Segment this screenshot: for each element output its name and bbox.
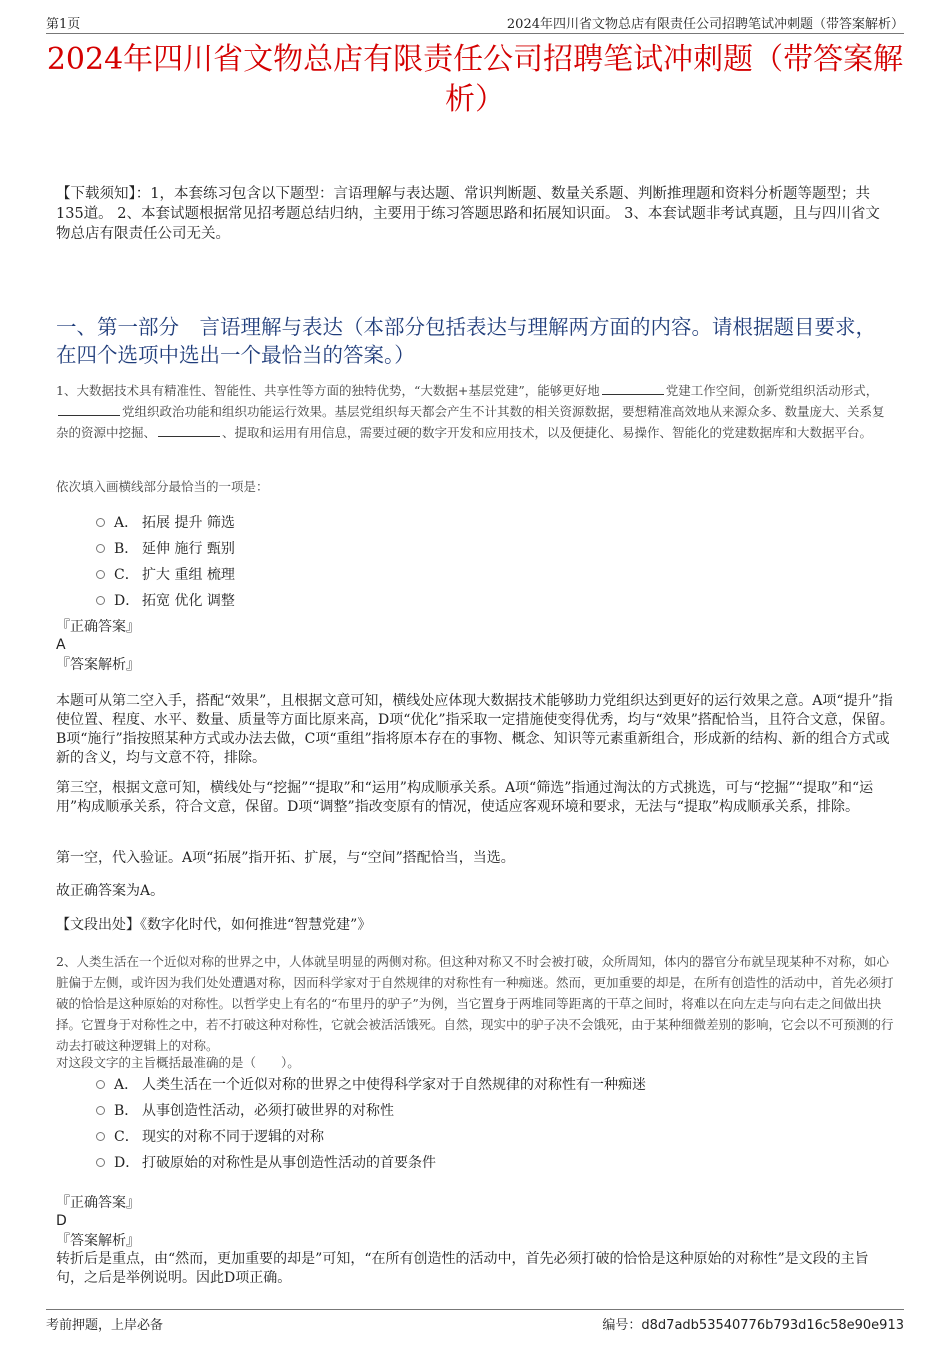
option-c[interactable]: C． 扩大 重组 梳理 bbox=[96, 561, 235, 587]
question-1-prompt: 依次填入画横线部分最恰当的一项是： bbox=[56, 479, 269, 494]
question-1-options bbox=[96, 509, 235, 613]
analysis-paragraph: 转折后是重点，由“然而，更加重要的却是”可知，“在所有创造性的活动中，首先必须打破的恰恰是这种原始的对称性”是文段的主旨句，之后是举例说明。因此D项正确。 bbox=[56, 1251, 869, 1286]
option-a[interactable]: A． 拓展 提升 筛选 bbox=[96, 509, 235, 535]
option-c[interactable]: C． 现实的对称不同于逻辑的对称 bbox=[96, 1123, 646, 1149]
radio-icon[interactable] bbox=[96, 1132, 105, 1141]
option-d[interactable]: D． 拓宽 优化 调整 bbox=[96, 587, 235, 613]
page-header bbox=[46, 13, 904, 34]
blank-3 bbox=[158, 424, 220, 437]
answer-label: 『正确答案』 bbox=[56, 619, 140, 635]
option-b[interactable]: B． 延伸 施行 甄别 bbox=[96, 535, 235, 561]
section-heading: 一、第一部分 言语理解与表达（本部分包括表达与理解两方面的内容。请根据题目要求，在四个选项中选出一个最恰当的答案。） bbox=[56, 315, 876, 367]
answer-label: 『正确答案』 bbox=[56, 1195, 140, 1211]
analysis-conclusion: 故正确答案为A。 bbox=[56, 883, 165, 899]
option-b[interactable]: B． 从事创造性活动，必须打破世界的对称性 bbox=[96, 1097, 646, 1123]
radio-icon[interactable] bbox=[96, 544, 105, 553]
question-2-stem: 2、人类生活在一个近似对称的世界之中，人体就呈明显的两侧对称。但这种对称又不时会被打破，众所周知，体内的器官分布就呈现某种不对称，如心脏偏于左侧，或许因为我们处处遭遇对称，因而科学家对于自然规律的对称性有一种痴迷。然而，更加重要的却是，在所有创造性的活动中，首先必须打破的恰恰是这种原始的对称性。以哲学史上有名的“布里丹的驴子”为例，当它置身于两堆同等距离的干草之间时，将难以在向左走与向右走之间做出抉择。它置身于对称性之中，若不打破这种对称性，它就会被活活饿死。自然，现实中的驴子决不会饿死，由于某种细微差别的影响，它会以不可预测的行动去打破这种逻辑上的对称。 bbox=[56, 954, 894, 1053]
analysis-paragraph: 第三空，根据文意可知，横线处与“挖掘”“提取”和“运用”构成顺承关系。A项“筛选”指通过淘汰的方式挑选，可与“挖掘”“提取”和“运用”构成顺承关系，符合文意，保留。D项“调整”指改变原有的情况，使适应客观环境和要求，无法与“提取”构成顺承关系，排除。 bbox=[56, 780, 874, 815]
radio-icon[interactable] bbox=[96, 596, 105, 605]
analysis-label: 『答案解析』 bbox=[56, 657, 140, 673]
header-doc-title: 2024年四川省文物总店有限责任公司招聘笔试冲刺题（带答案解析） bbox=[506, 17, 904, 32]
radio-icon[interactable] bbox=[96, 570, 105, 579]
analysis-paragraph: 第一空，代入验证。A项“拓展”指开拓、扩展，与“空间”搭配恰当，当选。 bbox=[56, 850, 515, 866]
question-2-options bbox=[96, 1071, 646, 1175]
question-2-prompt: 对这段文字的主旨概括最准确的是（ ）。 bbox=[56, 1055, 300, 1070]
correct-answer: D bbox=[56, 1213, 67, 1229]
radio-icon[interactable] bbox=[96, 1080, 105, 1089]
footer-slogan: 考前押题，上岸必备 bbox=[46, 1318, 164, 1333]
question-1-stem: 1、大数据技术具有精准性、智能性、共享性等方面的独特优势，“大数据+基层党建”，能够更好地 党建工作空间，创新党组织活动形式，党组织政治功能和组织功能运行效果。基层党组织每天都会产生不计其数的相关资源数据，要想精准高效地从来源众多、数量庞大、关系复杂的资源中挖掘、 、提取和运用有用信息，需要过硬的数字开发和应用技术，以及便捷化、易操作、智能化的党建数据库和大数据平台。 bbox=[56, 383, 885, 440]
page-footer bbox=[46, 1309, 904, 1332]
page-number: 第1页 bbox=[46, 17, 81, 32]
document-title: 2024年四川省文物总店有限责任公司招聘笔试冲刺题（带答案解析） bbox=[46, 42, 904, 117]
analysis-label: 『答案解析』 bbox=[56, 1233, 140, 1249]
download-notice: 【下载须知】：1，本套练习包含以下题型：言语理解与表达题、常识判断题、数量关系题、判断推理题和资料分析题等题型；共135道。 2、本套试题根据常见招考题总结归纳，主要用于练习答题思路和拓展知识面。 3、本套试题非考试真题，且与四川省文物总店有限责任公司无关。 bbox=[56, 186, 880, 242]
analysis-paragraph: 本题可从第二空入手，搭配“效果”，且根据文意可知，横线处应体现大数据技术能够助力党组织达到更好的运行效果之意。A项“提升”指使位置、程度、水平、数量、质量等方面比原来高，D项“优化”指采取一定措施使变得优秀，均与“效果”搭配恰当，且符合文意，保留。B项“施行”指按照某种方式或办法去做，C项“重组”指将原本存在的事物、概念、知识等元素重新组合，形成新的结构、新的组合方式或新的含义，均与文意不符，排除。 bbox=[56, 693, 894, 766]
document-code: 编号：d8d7adb53540776b793d16c58e90e913 bbox=[602, 1318, 904, 1333]
blank-1 bbox=[602, 382, 664, 395]
blank-2 bbox=[58, 403, 120, 416]
radio-icon[interactable] bbox=[96, 1106, 105, 1115]
source-note: 【文段出处】《数字化时代，如何推进“智慧党建”》 bbox=[56, 917, 372, 933]
radio-icon[interactable] bbox=[96, 518, 105, 527]
option-d[interactable]: D． 打破原始的对称性是从事创造性活动的首要条件 bbox=[96, 1149, 646, 1175]
radio-icon[interactable] bbox=[96, 1158, 105, 1167]
option-a[interactable]: A． 人类生活在一个近似对称的世界之中使得科学家对于自然规律的对称性有一种痴迷 bbox=[96, 1071, 646, 1097]
correct-answer: A bbox=[56, 637, 66, 653]
